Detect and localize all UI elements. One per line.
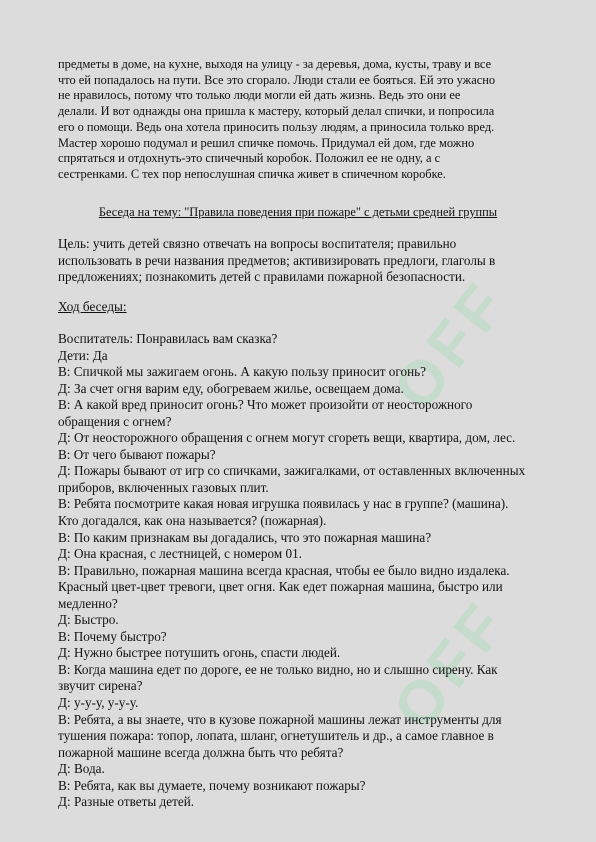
text-line: Цель: учить детей связно отвечать на вопросы воспитателя; правильно xyxy=(58,236,457,251)
text-line: предложениях; познакомить детей с правилами пожарной безопасности. xyxy=(58,269,466,285)
dialog-line: В: Ребята посмотрите какая новая игрушка появилась у нас в группе? (машина). xyxy=(58,496,509,512)
dialog-line: Д: у-у-у, у-у-у. xyxy=(58,695,139,711)
dialog-line: Д: Быстро. xyxy=(58,612,119,628)
dialog-line: Д: За счет огня варим еду, обогреваем жилье, освещаем дома. xyxy=(58,380,404,396)
progress-heading: Ход беседы: xyxy=(58,299,127,314)
dialog-line: В: Ребята, как вы думаете, почему возникают пожары? xyxy=(58,777,366,793)
text-line: Мастер хорошо подумал и решил спичке помочь. Придумал ей дом, где можно xyxy=(58,135,475,150)
text-line: использовать в речи названия предметов; активизировать предлоги, глаголы в xyxy=(58,252,496,268)
dialog-line: В: А какой вред приносит огонь? Что может произойти от неосторожного xyxy=(58,397,473,413)
text-line: что ей попадалось на пути. Все это сгорало. Люди стали ее бояться. Ей это ужасно xyxy=(58,72,496,87)
dialog-line: пожарной машине всегда должна быть что ребята? xyxy=(58,744,344,760)
text-line: спрятаться и отдохнуть-это спичечный коробок. Положил ее не одну, а с xyxy=(58,151,441,166)
dialog-line: обращения с огнем? xyxy=(58,413,172,429)
dialog-line: Красный цвет-цвет тревоги, цвет огня. Как едет пожарная машина, быстро или xyxy=(58,579,503,595)
dialog-line: Д: От неосторожного обращения с огнем могут сгореть вещи, квартира, дом, лес. xyxy=(58,430,516,446)
dialog-line: Д: Она красная, с лестницей, с номером 01. xyxy=(58,546,302,562)
text-line: сестренками. С тех пор непослушная спичка живет в спичечном коробке. xyxy=(58,166,446,181)
dialog-line: Д: Пожары бывают от игр со спичками, зажигалками, от оставленных включенных xyxy=(58,463,526,479)
watermark: OFF xyxy=(380,268,522,423)
dialog-line: В: Когда машина едет по дороге, ее не только видно, но и слышно сирену. Как xyxy=(58,661,498,677)
story-paragraph xyxy=(58,57,558,183)
dialog-line: В: Правильно, пожарная машина всегда красная, чтобы ее было видно издалека. xyxy=(58,562,510,578)
dialog-line: Д: Разные ответы детей. xyxy=(58,794,195,810)
dialog-line: В: Ребята, а вы знаете, что в кузове пожарной машины лежат инструменты для xyxy=(58,711,502,727)
dialog-line: Д: Нужно быстрее потушить огонь, спасти людей. xyxy=(58,645,341,661)
text-line: не нравилось, потому что только люди могли ей дать жизнь. Ведь это они ее xyxy=(58,88,461,103)
dialog-line: В: От чего бывают пожары? xyxy=(58,446,216,462)
dialog-line: Д: Вода. xyxy=(58,761,105,777)
dialog-line: В: По каким признакам вы догадались, что это пожарная машина? xyxy=(58,529,432,545)
dialog-line: В: Спичкой мы зажигаем огонь. А какую пользу приносит огонь? xyxy=(58,364,426,380)
dialog-line: В: Почему быстро? xyxy=(58,628,167,644)
dialog-line: Воспитатель: Понравилась вам сказка? xyxy=(58,331,278,346)
dialog-line: Кто догадался, как она называется? (пожарная). xyxy=(58,513,327,529)
text-line: делали. И вот однажды она пришла к мастеру, который делал спички, и попросила xyxy=(58,104,495,119)
text-line: предметы в доме, на кухне, выходя на улицу - за деревья, дома, кусты, траву и все xyxy=(58,57,492,71)
dialog-line: медленно? xyxy=(58,595,118,611)
watermark: OFF xyxy=(380,588,522,743)
dialog-line: Дети: Да xyxy=(58,347,108,363)
dialog-line: звучит сирена? xyxy=(58,678,143,694)
dialog-section xyxy=(58,331,558,811)
goal-paragraph xyxy=(58,236,558,286)
conversation-title: Беседа на тему: "Правила поведения при пожаре" с детьми средней группы xyxy=(98,205,498,219)
text-line: его о помощи. Ведь она хотела приносить пользу людям, а приносила только вред. xyxy=(58,119,495,134)
dialog-line: тушения пожара: топор, лопата, шланг, огнетушитель и др., а самое главное в xyxy=(58,728,494,744)
dialog-line: приборов, включенных газовых плит. xyxy=(58,479,269,495)
